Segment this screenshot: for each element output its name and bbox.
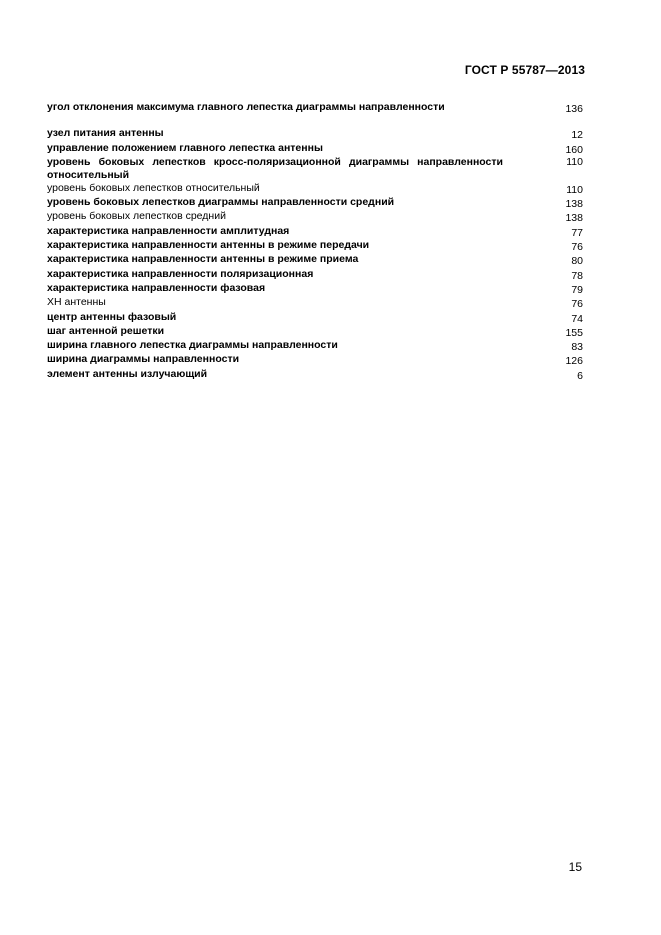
index-entry <box>47 268 583 282</box>
index-term: ширина диаграммы направленности <box>47 353 240 366</box>
index-page-number: 77 <box>571 226 583 239</box>
index-term: ширина главного лепестка диаграммы направленности <box>47 339 338 352</box>
index-page-number: 12 <box>571 129 583 142</box>
standard-header: ГОСТ Р 55787—2013 <box>464 63 585 77</box>
index-term: центр антенны фазовый <box>47 310 177 323</box>
page-number: 15 <box>568 860 582 874</box>
index-term: уровень боковых лепестков диаграммы направленности средний <box>47 196 395 209</box>
index-page-number: 110 <box>566 183 583 196</box>
index-page-number: 76 <box>571 241 583 254</box>
index-entry <box>47 101 583 115</box>
index-entry <box>47 196 583 210</box>
index-page-number: 83 <box>571 341 583 354</box>
index-page-number: 126 <box>565 355 583 368</box>
index-entry <box>47 282 583 296</box>
index-entry <box>47 311 583 325</box>
index-page-number: 76 <box>571 298 583 311</box>
index-term: шаг антенной решетки <box>47 324 165 337</box>
index-page-number: 138 <box>565 198 583 211</box>
index-term: характеристика направленности фазовая <box>47 281 266 294</box>
index-entry <box>47 142 583 156</box>
index-term: характеристика направленности поляризационная <box>47 267 314 280</box>
index-page-number: 110 <box>566 155 583 168</box>
index-entry <box>47 353 583 367</box>
index-page-number: 74 <box>571 312 583 325</box>
index-list <box>47 101 583 382</box>
index-page-number: 138 <box>565 212 583 225</box>
index-page-number: 80 <box>571 255 583 268</box>
index-entry <box>47 253 583 267</box>
index-page-number: 79 <box>571 283 583 296</box>
index-term: управление положением главного лепестка антенны <box>47 141 323 154</box>
index-term: узел питания антенны <box>47 127 164 140</box>
index-entry <box>47 182 583 196</box>
index-entry <box>47 225 583 239</box>
index-term: ХН антенны <box>47 296 106 309</box>
index-term: характеристика направленности амплитудная <box>47 224 290 237</box>
index-entry <box>47 210 583 224</box>
index-entry <box>47 239 583 253</box>
index-entry <box>47 156 583 182</box>
index-term: уровень боковых лепестков кросс-поляризационной диаграммы направленности относительный <box>47 155 503 181</box>
index-term: уровень боковых лепестков средний <box>47 210 226 223</box>
index-entry <box>47 325 583 339</box>
index-term: уровень боковых лепестков относительный <box>47 181 260 194</box>
index-page-number: 78 <box>571 269 583 282</box>
index-page-number: 6 <box>577 369 583 382</box>
index-entry <box>47 296 583 310</box>
index-term: угол отклонения максимума главного лепестка диаграммы направленности <box>47 101 445 113</box>
index-term: характеристика направленности антенны в режиме передачи <box>47 239 370 252</box>
index-page-number: 155 <box>565 326 583 339</box>
index-page-number: 160 <box>565 143 583 156</box>
index-entry <box>47 339 583 353</box>
index-page-number: 136 <box>565 103 583 115</box>
index-entry <box>47 368 583 382</box>
index-term: характеристика направленности антенны в режиме приема <box>47 253 359 266</box>
index-term: элемент антенны излучающий <box>47 367 208 380</box>
index-entry <box>47 127 583 141</box>
